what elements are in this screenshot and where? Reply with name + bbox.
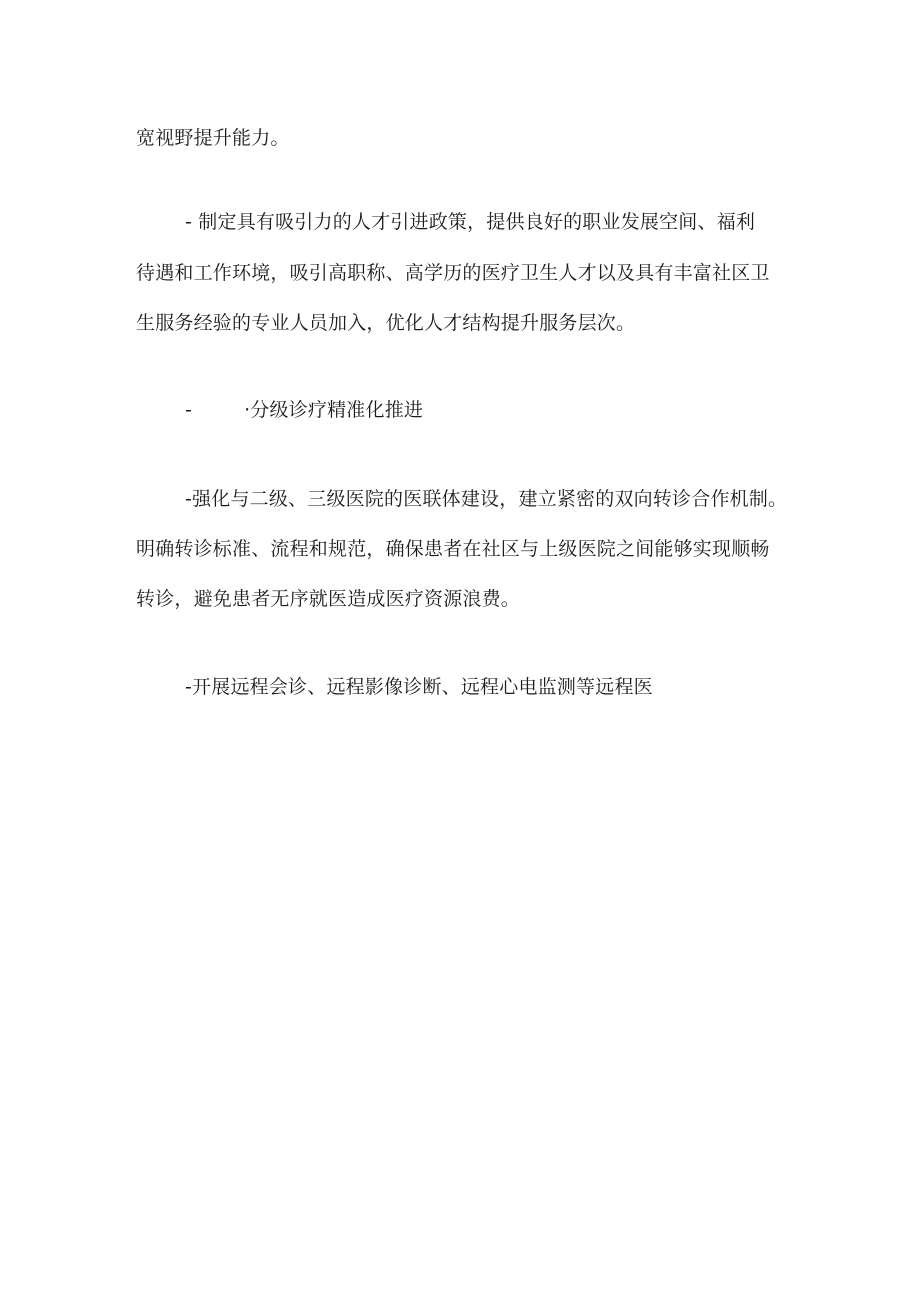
paragraph-line: -开展远程会诊、远程影像诊断、远程心电监测等远程医 (185, 676, 653, 698)
paragraph-line: 宽视野提升能力。 (136, 127, 290, 149)
paragraph-line: 生服务经验的专业人员加入，优化人才结构提升服务层次。 (136, 312, 636, 334)
heading-text: ·分级诊疗精准化推进 (244, 399, 424, 421)
section-heading (185, 398, 423, 422)
paragraph-line: 待遇和工作环境，吸引高职称、高学历的医疗卫生人才以及具有丰富社区卫 (136, 262, 770, 284)
paragraph-line: 转诊，避免患者无序就医造成医疗资源浪费。 (136, 588, 521, 610)
heading-dash: - (185, 399, 193, 421)
paragraph-line: 明确转诊标准、流程和规范，确保患者在社区与上级医院之间能够实现顺畅 (136, 538, 770, 560)
paragraph-line: - 制定具有吸引力的人才引进政策，提供良好的职业发展空间、福利 (185, 211, 756, 233)
paragraph-line: -强化与二级、三级医院的医联体建设，建立紧密的双向转诊合作机制。 (185, 488, 788, 510)
